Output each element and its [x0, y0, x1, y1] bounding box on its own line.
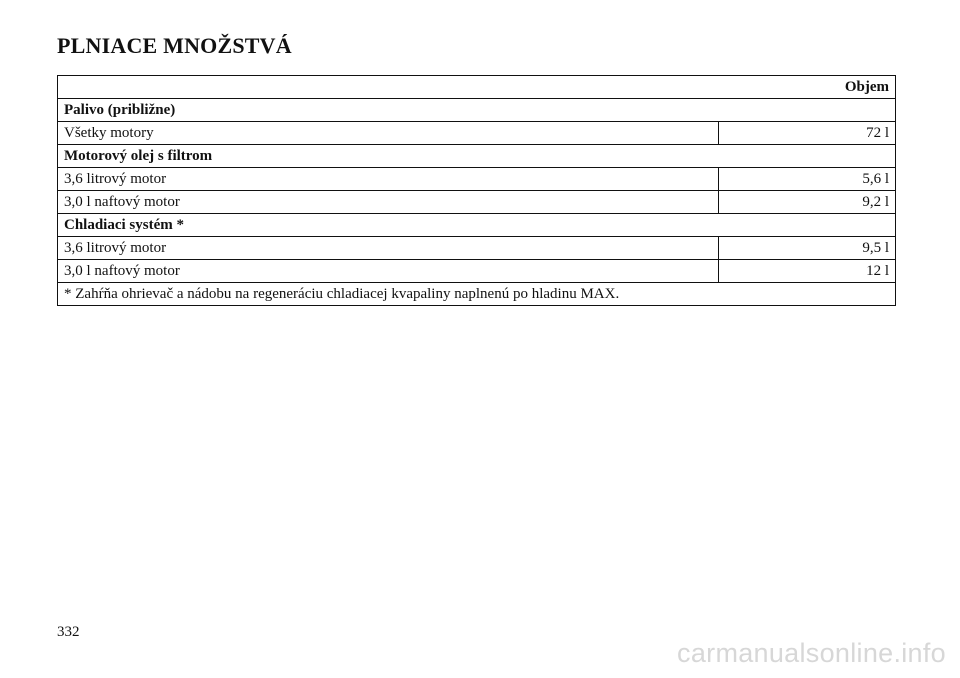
page-number: 332	[57, 624, 80, 640]
table-row	[58, 168, 896, 191]
section-title-cooling-system: Chladiaci systém *	[58, 214, 896, 237]
section-title-engine-oil: Motorový olej s filtrom	[58, 145, 896, 168]
section-row-fuel	[58, 99, 896, 122]
volume-column-header: Objem	[58, 76, 896, 99]
section-row-cooling-system	[58, 214, 896, 237]
fluid-capacities-table	[57, 75, 896, 306]
section-row-engine-oil	[58, 145, 896, 168]
row-value: 72 l	[719, 122, 896, 145]
table-row	[58, 191, 896, 214]
row-label: 3,6 litrový motor	[58, 237, 719, 260]
row-label: 3,0 l naftový motor	[58, 191, 719, 214]
page-title: PLNIACE MNOŽSTVÁ	[57, 33, 292, 58]
row-label: 3,6 litrový motor	[58, 168, 719, 191]
table-row	[58, 237, 896, 260]
table-row	[58, 260, 896, 283]
footnote-row	[58, 283, 896, 306]
row-value: 5,6 l	[719, 168, 896, 191]
section-title-fuel: Palivo (približne)	[58, 99, 896, 122]
watermark: carmanualsonline.info	[677, 638, 946, 668]
row-value: 9,5 l	[719, 237, 896, 260]
row-value: 9,2 l	[719, 191, 896, 214]
footnote: * Zahŕňa ohrievač a nádobu na regeneráciu chladiacej kvapaliny naplnenú po hladinu MAX.	[58, 283, 896, 306]
row-label: 3,0 l naftový motor	[58, 260, 719, 283]
row-value: 12 l	[719, 260, 896, 283]
table-header-row	[58, 76, 896, 99]
row-label: Všetky motory	[58, 122, 719, 145]
table-row	[58, 122, 896, 145]
